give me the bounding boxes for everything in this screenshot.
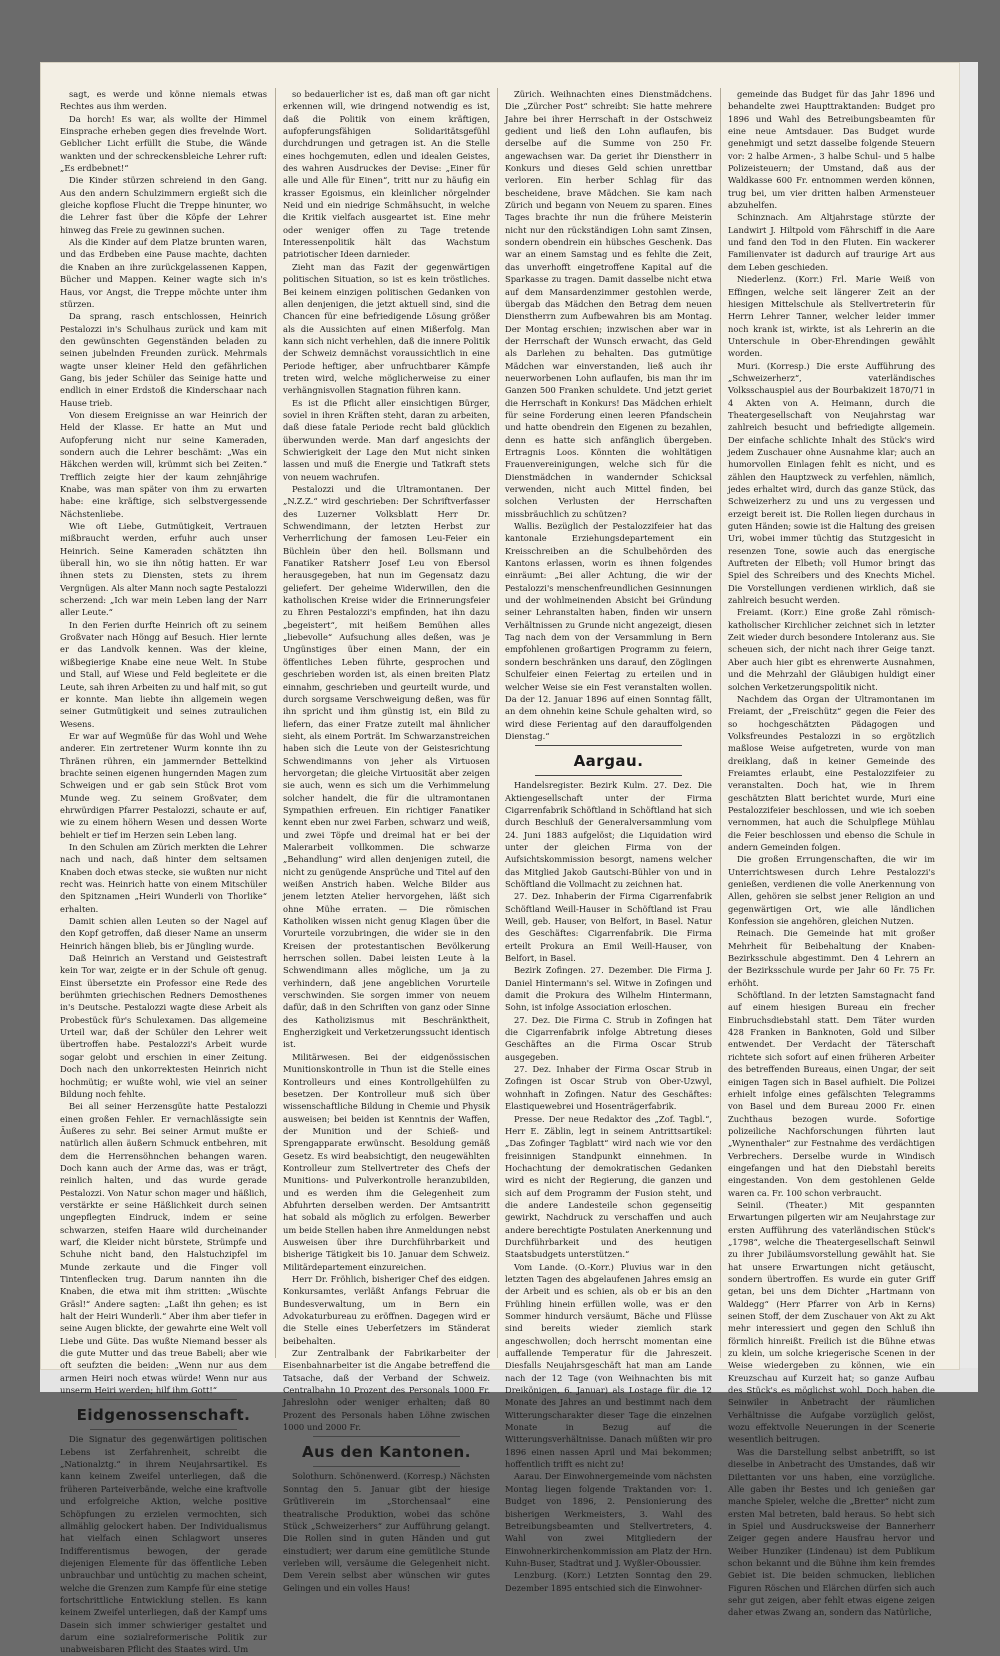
column-rule (720, 88, 721, 1358)
article-paragraph: Muri. (Korresp.) Die erste Aufführung des „Schweizerherz“, vaterländisches Volksschauspiel aus der Bourbakizeit 1870/71 in 4 Akten von A. Heimann, durch die Theatergesellschaft von Neujahrstag war zahlreich besucht und befriedigte allgemein. Der einfache schlichte Inhalt des Stück's wird jedem Zuschauer ohne Ausnahme klar; auch an humorvollen Einlagen fehlt es nicht, und es zählen den Hauptzweck zu verfehlen, nämlich, jedes erhaltet wird, durch das ganze Stück, das Schweizerherz zu und uns zu vergessen und erzeigt bereit ist. Die Rollen liegen durchaus in guten Händen; sowie ist die Haltung des greisen Uri, wobei immer tüchtig das Stutzgesicht in resenzen Tone, sowie auch das energische Auftreten der Elbeth; voll Humor bringt das Spiel des Schreibers und des Knechts Michel. Die Vorstellungen verdienen wirklich, daß sie zahlreich besucht werden. (728, 360, 935, 606)
section-rule (313, 1436, 460, 1437)
article-paragraph: Daß Heinrich an Verstand und Geistestraft kein Tor war, zeigte er in der Schule oft genug. Einst übersetzte ein Professor eine Rede des berühmten griechischen Redners Demosthenes in's Deutsche. Pestalozzi wagte diese Arbeit als Probestück für's Schulexamen. Das allgemeine Urteil war, daß der Schüler den Lehrer weit übertroffen habe. Pestalozzi's Arbeit wurde sogar gelobt und erschien in einer Zeitung. Doch nach den unkorrektesten Heinrich nicht hochmütig; er wußte wohl, wie viel an seiner Bildung noch fehlte. (60, 953, 267, 1099)
article-paragraph: Damit schien allen Leuten so der Nagel auf den Kopf getroffen, daß dieser Name an unserm Heinrich hängen blieb, bis er Jüngling wurde. (60, 916, 267, 951)
article-paragraph: so bedauerlicher ist es, daß man oft gar nicht erkennen will, wie dringend notwendig es ist, daß die Politik von einem kräftigen, aufopferungsfähigen Solidaritätsgefühl durchdrungen und getragen ist. An die Stelle eines hochgemuten, edlen und idealen Geistes, des wahren Ausdruckes der Devise: „Einer für alle und Alle für Einen“, tritt nur zu häufig ein krasser Egoismus, ein kleinlicher nörgelnder Neid und ein niedrige Schmähsucht, in welche die Kritik vielfach ausgeartet ist. Eine mehr oder weniger offen zu Tage tretende Interessenpolitik hält das Wachstum patriotischer Ideen darnieder. (283, 89, 490, 260)
column-rule (275, 88, 276, 1358)
column-3 (505, 88, 712, 1593)
section-rule (90, 1399, 237, 1400)
article-paragraph: Pestalozzi und die Ultramontanen. Der „N.Z.Z.“ wird geschrieben: Der Schriftverfasser des Luzerner Volksblatt Herr Dr. Schwendimann, der letzten Herbst zur Verherrlichung der famosen Leu-Feier ein Büchlein über den heil. Bollsmann und Fanatiker Ratsherr Josef Leu von Ebersol herausgegeben, hat nun im Gegensatz dazu geliefert. Der geheime Widerwillen, den die katholischen Kreise wider die Erinnerungsfeier zu Ehren Pestalozzi's empfinden, hat ihn dazu „begeistert“, mit heißem Bemühen alles „liebevolle“ Aufsuchung alles deßen, was je Ungünstiges über einen Mann, der ein öffentliches Leben führte, gesprochen und geschrieben worden ist, als einen breiten Platz einnahm, geschrieben und geurteilt wurde, und durch sorgsame Verschweigung deßen, was für ihn spricht und ihm günstig ist, ein Bild zu liefern, das einer Fratze zuteilt mal ähnlicher sieht, als einem Porträt. Im Schwarzanstreichen haben sich die Leute von der Geistesrichtung Schwendimanns von jeher als Virtuosen hervorgetan; die gleiche Virtuosität aber zeigen sie auch, wenn es sich um die Verhimmelung solcher handelt, die für die ultramontanen Sympathien erfreuen. Ein richtiger Fanatiker kennt eben nur zwei Farben, schwarz und weiß, und zwei Töpfe und dreimal hat er bei der Malerarbeit vollkommen. Die schwarze „Behandlung“ wird allen denjenigen zuteil, die nicht zu genügende Ansprüche und Titel auf den weißen Anstrich haben. Welche Bilder aus jenem letzten Atelier hervorgehen, läßt sich ohne Mühe erraten. — Die römischen Katholiken wissen nicht genug Klagen über die Vorurteile vorzubringen, die wider sie in den Kreisen der protestantischen Bevölkerung herrschen sollen. Dabei leisten Leute à la Schwendimann alles mögliche, um ja zu verhindern, daß jene angeblichen Vorurteile verschwinden. Sie sorgen immer von neuem dafür, daß in den Schriften von ganz oder Sinne des Katholizismus mit Beschränktheit, Engherzigkeit und Verketzerungssucht identisch ist. (283, 484, 490, 1050)
article-paragraph: Presse. Der neue Redaktor des „Zof. Tagbl.“, Herr E. Zäblin, legt in seinem Antrittsartikel: „Das Zofinger Tagblatt“ wird nach wie vor den freisinnigen Standpunkt einnehmen. In Hochachtung der demokratischen Gedanken wird es nicht der Regierung, die ganzen und sich auf dem Programm der Fusion steht, und die andere Landesteile schon gegenseitig gewirkt, Nachdruck zu verschaffen und auch andere berechtigte Postulaten Anerkennung und Durchführbarkeit und des heutigen Staatsbudgets unterstützen.“ (505, 1113, 712, 1260)
article-paragraph: Wie oft Liebe, Gutmütigkeit, Vertrauen mißbraucht werden, erfuhr auch unser Heinrich. Seine Kameraden schätzten ihn überall hin, wo sie ihn nötig hatten. Er war ihnen stets zu Diensten, stets zu ihrem Vergnügen. Als alter Mann noch sagte Pestalozzi scherzend: „Ich war mein Leben lang der Narr aller Leute.“ (60, 521, 267, 618)
article-paragraph: Die Signatur des gegenwärtigen politischen Lebens ist Zerfahrenheit, schreibt die „Nationalztg.“ in ihrem Neujahrsartikel. Es kann keinem Zweifel unterliegen, daß die früheren Parteiverbände, welche eine kraftvolle und erfolgreiche Aktion, welche positive Schöpfungen zu erzielen vermochten, sich allmählig gelockert haben. Der Individualismus hat vielfach einen Schlagwort unseres Indifferentismus bewogen, der gerade diejenigen Elemente für das öffentliche Leben unbrauchbar und untüchtig zu machen scheint, welche die Grenzen zum Kampfe für eine stetige fortschrittliche Entwicklung stellen. Es kann keinem Zweifel unterliegen, daß der Kampf ums Dasein sich immer schwieriger gestaltet und darum eine sozialreformerische Politik zur unabweisbaren Pflicht des Staates wird. Um (60, 1434, 267, 1655)
article-paragraph: 27. Dez. Inhaberin der Firma Cigarrenfabrik Schöftland Weill-Hauser in Schöftland ist Frau Weill, geb. Hauser, von Belfort, in Basel. Natur des Geschäftes: Cigarrenfabrik. Die Firma erteilt Prokura an Emil Weill-Hauser, von Belfort, in Basel. (505, 891, 712, 964)
article-paragraph: Schinznach. Am Altjahrstage stürzte der Landwirt J. Hiltpold vom Fährschiff in die Aare und fand den Tod in den Fluten. Ein wackerer Familienvater ist dadurch auf traurige Art aus dem Leben geschieden. (728, 212, 935, 272)
section-heading-kantonen: Aus den Kantonen. (302, 1443, 471, 1462)
article-paragraph: Was die Darstellung selbst anbetrifft, so ist dieselbe in Anbetracht des Umstandes, daß wir Dilettanten vor uns haben, eine vorzügliche. Alle gaben ihr Bestes und ich genießen gar manche Spieler, welche die „Bretter“ nicht zum ersten Mal betreten, bald heraus. So hebt sich in Spiel und Ausdrucksweise der Bannerherr Zeiger gegen andere Hausfrau hervor und Weiber Hunziker (Lindenau) ist dem Publikum schon bekannt und die Bühne ihm kein fremdes Gebiet ist. Die beiden schmucken, lieblichen Figuren Röschen und Elärchen dürfen sich auch sehr gut zeigen, aber fehlt etwas eigene zeigen daher etwas Zwang an, sondern das Natürliche, (728, 1446, 935, 1618)
article-paragraph: Zürich. Weihnachten eines Dienstmädchens. Die „Zürcher Post“ schreibt: Sie hatte mehrere Jahre bei ihrer Herrschaft in der Ostschweiz gedient und ließ den Lohn auflaufen, bis derselbe auf die Summe von 250 Fr. angewachsen war. Da geriet ihr Dienstherr in Konkurs und dieses Geld schien unrettbar verloren. Ein herber Schlag für das bescheidene, brave Mädchen. Sie kam nach Zürich und begann von Neuem zu sparen. Eines Tages brachte ihr nun die frühere Meisterin nicht nur den rückständigen Lohn samt Zinsen, sondern obendrein ein hübsches Geschenk. Das war an einem Samstag und es fehlte die Zeit, das unverhofft eingetroffene Kapital auf die Sparkasse zu tragen. Damit dasselbe nicht etwa auf dem Mansardenzimmer gestohlen werde, übergab das Mädchen den Betrag dem neuen Dienstherrn zum Aufbewahren bis am Montag. Der Montag erschien; inzwischen aber war in der Herrschaft der Wunsch erwacht, das Geld als Darlehen zu behalten. Das gutmütige Mädchen war einverstanden, ließ auch ihr neuerworbenen Lohn auflaufen, bis man ihr im Ganzen 500 Franken schuldete. Und jetzt geriet die Herrschaft in Konkurs! Das Mädchen erhielt für seine Forderung einen leeren Pfandschein und hatte obendrein den Eigenen zu bezahlen, denn es hatte sich anfänglich übergeben. Ertragnis Loos. Könnten die wohltätigen Frauenvereinigungen, welche sich für die Dienstmädchen in wandernder Schicksal verwenden, nicht auch Mittel finden, bei solchen Verlusten der Herrschaften missbräuchlich zu schützen? (505, 89, 712, 519)
article-paragraph: Es ist die Pflicht aller einsichtigen Bürger, soviel in ihren Kräften steht, daran zu arbeiten, daß diese fatale Periode recht bald glücklich überwunden werde. Man darf angesichts der Schwierigkeit der Lage den Mut nicht sinken lassen und muß die Energie und Tatkraft stets von neuem wachrufen. (283, 397, 490, 482)
article-paragraph: Handelsregister. Bezirk Kulm. 27. Dez. Die Aktiengesellschaft unter der Firma Cigarrenfabrik Schöftland in Schöftland hat sich durch Beschluß der Generalversammlung vom 24. Juni 1883 aufgelöst; die Liquidation wird unter der gleichen Firma von der Aufsichtskommission besorgt, namens welcher das Mitglied Jakob Gautschi-Bühler von und in Schöftland die Vollmacht zu zeichnen hat. (505, 780, 712, 889)
section-rule (535, 745, 682, 746)
article-paragraph: 27. Dez. Die Firma C. Strub in Zofingen hat die Cigarrenfabrik infolge Abtretung dieses Geschäftes an die Firma Oscar Strub ausgegeben. (505, 1014, 712, 1062)
column-1 (60, 88, 267, 1655)
column-2 (283, 88, 490, 1593)
article-paragraph: In den Schulen am Zürich merkten die Lehrer nach und nach, daß hinter dem seltsamen Knaben doch etwas stecke, sie wußten nur nicht recht was. Heinrich hatte von einem Mitschüler den Spitznamen „Heiri Wunderli von Thorlike“ erhalten. (60, 841, 267, 914)
article-paragraph: Schöftland. In der letzten Samstagnacht fand auf einem hiesigen Bureau ein frecher Einbruchsdiebstahl statt. Dem Täter wurden 428 Franken in Banknoten, Gold und Silber entwendet. Der Verdacht der Täterschaft richtete sich sofort auf einen früheren Arbeiter des betreffenden Bureaus, einen Ungar, der seit einigen Tagen sich in Basel aufhielt. Die Polizei erhielt infolge eines gefälschten Telegramms von Basel und dem Bureau 2000 Fr. einen Zuchthaus bezogen wurde. Sofortige polizeiliche Nachforschungen führten laut „Wynenthaler“ zur Festnahme des verdächtigen Verbrechers. Derselbe wurde in Windisch eingefangen und hat den Diebstahl bereits eingestanden. Von dem gestohlenen Gelde waren ca. Fr. 100 schon verbraucht. (728, 990, 935, 1198)
article-paragraph: Reinach. Die Gemeinde hat mit großer Mehrheit für Beibehaltung der Knaben-Bezirksschule abgestimmt. Den 4 Lehrern an der Bezirksschule wurde per Jahr 60 Fr. 75 Fr. erhöht. (728, 928, 935, 988)
article-paragraph: gemeinde das Budget für das Jahr 1896 und behandelte zwei Haupttraktanden: Budget pro 1896 und Wahl des Betreibungsbeamten für eine neue Amtsdauer. Das Budget wurde genehmigt und setzt dasselbe folgende Steuern vor: 2 halbe Armen-, 3 halbe Schul- und 5 halbe Polizeisteuern; der Umstand, daß aus der Waldkasse 600 Fr. entnommen werden können, trug bei, um vier dritten halben Armensteuer abzuhelfen. (728, 89, 935, 211)
article-paragraph: Die großen Errungenschaften, die wir im Unterrichtswesen durch Lehre Pestalozzi's genießen, verdienen die volle Anerkennung von Allen, gehören sie selbst jener Religion an und gegenwärtigen Ort, wie alle ländlichen Konfession sie angehören, gleichen Nutzen. (728, 854, 935, 927)
article-paragraph: sagt, es werde und könne niemals etwas Rechtes aus ihm werden. (60, 89, 267, 112)
article-paragraph: Zur Zentralbank der Fabrikarbeiter der Eisenbahnarbeiter ist die Angabe betreffend die Tatsache, daß der Verband der Schweiz. Centralbahn 10 Prozent des Personals 1000 Fr. Jahreslohn oder weniger erhalten; daß 80 Prozent des Personals haben Löhne zwischen 1000 und 2000 Fr. (283, 1348, 490, 1433)
section-rule (535, 775, 682, 776)
article-paragraph: Die Kinder stürzen schreiend in den Gang. Aus den andern Schulzimmern ergießt sich die gleiche kopflose Flucht die Treppe hinunter, wo die Lehrer fast über die Köpfe der Lehrer hinweg das Freie zu gewinnen suchen. (60, 175, 267, 235)
section-rule (313, 1466, 460, 1467)
column-4 (728, 88, 935, 1618)
article-paragraph: Solothurn. Schönenwerd. (Korresp.) Nächsten Sonntag den 5. Januar gibt der hiesige Grütliverein im „Storchensaal“ eine theatralische Produktion, wobei das schöne Stück „Schweizerhers“ zur Aufführung gelangt. Die Rollen sind in guten Händen und gut einstudiert; wer darum eine gemütliche Stunde verleben will, versäume die Gelegenheit nicht. Dem Verein selbst aber wünschen wir gutes Gelingen und ein volles Haus! (283, 1471, 490, 1593)
article-paragraph: Militärwesen. Bei der eidgenössischen Munitionskontrolle in Thun ist die Stelle eines Kontrolleurs und eines Kontrollgehülfen zu besetzen. Der Kontrolleur muß sich über wissenschaftliche Bildung in Chemie und Physik ausweisen; bei beiden ist Kenntnis der Waffen, der Munition und der Schieß- und Sprengapparate erwünscht. Besoldung gemäß Gesetz. Es wird beabsichtigt, den neugewählten Kontrolleur zum Stellvertreter des Chefs der Munitions- und Pulverkontrolle heranzubilden, und es werden ihm die Gelegenheit zum Abfuhrten derselben werden. Der Amtsantritt hat sobald als möglich zu erfolgen. Bewerber um beide Stellen haben ihre Anmeldungen nebst Ausweisen über ihre Durchführbarkeit und bisherige Tätigkeit bis 10. Januar dem Schweiz. Militärdepartement einzureichen. (283, 1051, 490, 1272)
section-heading-aargau: Aargau. (573, 752, 644, 771)
article-paragraph: 27. Dez. Inhaber der Firma Oscar Strub in Zofingen ist Oscar Strub von Ober-Uzwyl, wohnhaft in Zofingen. Natur des Geschäftes: Elastiquewebrei und Hosenträgerfabrik. (505, 1064, 712, 1112)
column-rule (497, 88, 498, 1358)
article-paragraph: Wallis. Bezüglich der Pestalozzifeier hat das kantonale Erziehungsdepartement ein Kreisschreiben an die Schulbehörden des Kantons erlassen, worin es ihnen folgendes einräumt: „Bei aller Achtung, die wir der Pestalozzi's menschenfreundlichen Gesinnungen und der wohlmeinenden Absicht bei Gründung seiner Lehranstalten haben, finden wir unsern Verhältnissen zu Grunde nicht angezeigt, diesen Tag nach dem von der Versammlung in Bern empfohlenen großartigen Programm zu feiern, sondern beschränken uns darauf, den Zöglingen Schulfeier einen Feiertag zu erteilen und in welcher Weise sie ein Fest veranstalten wollen. Da der 12. Januar 1896 auf einen Sonntag fällt, an dem ohnehin keine Schule gehalten wird, so wird diese Ferientag auf den darauffolgenden Dienstag.“ (505, 521, 712, 741)
article-paragraph: In den Ferien durfte Heinrich oft zu seinem Großvater nach Höngg auf Besuch. Hier lernte er das Landvolk kennen. Was der kleine, wißbegierige Knabe eine neue Welt. In Stube und Stall, auf Wiese und Feld begleitete er die Leute, sah ihren Arbeiten zu und half mit, so gut er konnte. Man liebte ihn allgemein wegen seiner Gutmütigkeit und seines zutraulichen Wesens. (60, 619, 267, 729)
article-paragraph: Zieht man das Fazit der gegenwärtigen politischen Situation, so ist es kein tröstliches. Bei keinem einzigen politischen Gedanken von allen denjenigen, die jetzt aktuell sind, sind die Chancen für eine befriedigende Lösung größer als die Aussichten auf einen Mißerfolg. Man kann sich nicht verhehlen, daß die innere Politik der Schweiz demnächst voraussichtlich in eine Periode heftiger, aber unfruchtbarer Kämpfe treten wird, welche möglicherweise zu einer verhängnisvollen Stagnation führen kann. (283, 261, 490, 396)
article-paragraph: Er war auf Wegmüße für das Wohl und Wehe anderer. Ein zertretener Wurm konnte ihn zu Thränen rühren, ein jammernder Bettelkind brachte seinen eigenen hungernden Magen zum Schweigen und er gab sein Stück Brot vom Munde weg. Zu seinem Großvater, dem ehrwürdigen Pfarrer Pestalozzi, schaute er auf, wie zu einem höhern Wesen und dessen Worte behielt er tief im Herzen sein Leben lang. (60, 730, 267, 840)
section-rule (90, 1429, 237, 1430)
article-paragraph: Vom Lande. (O.-Korr.) Pluvius war in den letzten Tagen des abgelaufenen Jahres emsig an der Arbeit und es schien, als ob er bis an den Frühling hinein erfüllen wolle, was er den Sommer hindurch versäumt, Bäche und Flüsse sind bereits wieder ziemlich stark angeschwollen; doch herrscht momentan eine auffallende Temperatur für die Jahreszeit. Diesfalls Neujahrsgeschäft hat man am Lande nach der 12 Tage (von Weihnachten bis mit Dreikönigen, 6. Januar) als Lostage für die 12 Monate des Jahres an und bestimmt nach dem Witterungscharakter dieser Tage die einzelnen Monate in Bezug auf die Witterungsverhältnisse. Danach müßten wir pro 1896 einen nassen April und Mai bekommen; hoffentlich trifft es nicht zu! (505, 1261, 712, 1470)
article-paragraph: Aarau. Der Einwohnergemeinde vom nächsten Montag liegen folgende Traktanden vor: 1. Budget von 1896, 2. Pensionierung des bisherigen Werkmeisters, 3. Wahl des Betreibungsbeamten und Stellvertreters, 4. Wahl von zwei Mitgliedern der Einwohnerkirchenkommission am Platz der Hrn. Kuhn-Buser, Stadtrat und J. Wyßler-Oboussier. (505, 1471, 712, 1568)
article-paragraph: Seinil. (Theater.) Mit gespannten Erwartungen pilgerten wir am Neujahrstage zur ersten Aufführung des vaterländischen Stück's „1798“, welche die Theatergesellschaft Seinwil zu ihrer Jubiläumsvorstellung gewählt hat. Sie hat unsere Erwartungen nicht getäuscht, sondern übertroffen. Es wurde ein guter Griff getan, bei uns dem Dichter „Hartmann von Waldegg“ (Herr Pfarrer von Arb in Kerns) seinen Stoff, der dem Zuschauer von Akt zu Akt mehr interessiert und gegen den Schluß ihn förmlich hinreißt. Freilich ist die Bühne etwas zu klein, um solche kriegerische Scenen in der Weise wiedergeben zu können, wie ein Kreuzschau auf Kurzeit hat; so ganze Aufbau des Stück's es möglichst wohl. Doch haben die Seinwiler in Anbetracht der räumlichen Verhältnisse die Aufgabe vorzüglich gelöst, wozu effektvolle Neuerungen in der Scenerie wesentlich beitrugen. (728, 1199, 935, 1445)
article-paragraph: Da horch! Es war, als wollte der Himmel Einsprache erheben gegen dies frevelnde Wort. Geblicher Licht erfüllt die Stube, die Wände wankten und der schreckensbleiche Lehrer ruft: „Es erdbebnet!“ (60, 113, 267, 174)
article-paragraph: Niederlenz. (Korr.) Frl. Marie Weiß von Effingen, welche seit längerer Zeit an der hiesigen Mittelschule als Stellvertreterin für Herrn Lehrer Tanner, welcher leider immer noch krank ist, wirkte, ist als Lehrerin an die Unterschule in Ober-Ehrendingen gewählt worden. (728, 274, 935, 359)
article-paragraph: Da sprang, rasch entschlossen, Heinrich Pestalozzi in's Schulhaus zurück und kam mit den gewünschten Gegenständen beladen zu seinen jubelnden Freunden zurück. Mehrmals wagte unser kleiner Held den gefährlichen Gang, bis jeder Schüler das Seinige hatte und endlich in einer Erdstoß die Kinderschaar nach Hause trieb. (60, 311, 267, 408)
article-paragraph: Nachdem das Organ der Ultramontanen im Freiamt, der „Freischütz“ gegen die Feier des so hochgeschätzten Pädagogen und Volksfreundes Pestalozzi in so ergötzlich maßlose Weise aufgetreten, wurde von man dreiklang, daß in keiner Gemeinde des Freiamtes erlaubt, eine Pestalozzifeier zu veranstalten. Doch hat, wie in Ihrem geschätzten Blatt berichtet wurde, Muri eine Pestalozzifeier beschlossen, und wie ich soeben vernommen, hat auch die Schulpflege Mühlau die Feier beschlossen und ebenso die Schule in andern Gemeinden folgen. (728, 693, 935, 852)
article-paragraph: Herr Dr. Fröhlich, bisheriger Chef des eidgen. Konkursamtes, verläßt Anfangs Februar die Bundesverwaltung, um in Bern ein Advokaturbureau zu eröffnen. Dagegen wird er die Stelle eines Ueberſetzers im Ständerat beibehalten. (283, 1274, 490, 1346)
article-paragraph: Lenzburg. (Korr.) Letzten Sonntag den 29. Dezember 1895 entschied sich die Einwohner- (505, 1570, 712, 1593)
article-paragraph: Als die Kinder auf dem Platze brunten waren, und das Erdbeben eine Pause machte, dachten die Knaben an ihre zurückgelassenen Kappen, Bücher und Mappen. Keiner wagte sich in's Haus, vor Angst, die Treppe möchte unter ihm stürzen. (60, 237, 267, 309)
article-paragraph: Bei all seiner Herzensgüte hatte Pestalozzi einen großen Fehler. Er vernachlässigte sein Äußeres zu sehr. Bei seiner Armut mußte er natürlich allen äußern Schmuck entbehren, mit dem die Herrensöhnchen behangen waren. Doch kann auch der Arme das, was er trägt, reinlich halten, und das wurde gerade Pestalozzi. Von Natur schon mager und häßlich, verstärkte er seine Häßlichkeit durch seinen ungepflegten Eindruck, indem er seine schwarzen, steifen Haare wild durcheinander warf, die Kleider nicht bürstete, Strümpfe und Schuhe nicht band, den Halstuchzipfel im Munde zerkaute und die Finger voll Tintenflecken trug. Darum nannten ihn die Knaben, die etwa mit ihm stritten: „Wüschte Gräsl!“ Andere sagten: „Laßt ihn gehen; es ist halt der Heiri Wunderli.“ Aber ihm aber tiefer in seine Augen blickte, der gewahrte eine Welt voll Liebe und Güte. Das wußte Niemand besser als die gute Mutter und das treue Babeli; aber wie oft seufzten die beiden: „Wenn nur aus dem armen Heiri noch etwas würde! Wenn nur aus unserm Heiri werden; hilf ihm Gott!“ (60, 1101, 267, 1396)
article-paragraph: Bezirk Zofingen. 27. Dezember. Die Firma J. Daniel Hintermann's sel. Witwe in Zofingen und damit die Prokura des Wilhelm Hintermann, Sohn, ist infolge Association erloschen. (505, 965, 712, 1013)
article-paragraph: Freiamt. (Korr.) Eine große Zahl römisch-katholischer Kirchlicher zeichnet sich in letzter Zeit wieder durch besondere Intoleranz aus. Sie scheuen sich, der nicht nach ihrer Geige tanzt. Aber auch hier gibt es ehrenwerte Ausnahmen, und die Mehrzahl der Gläubigen huldigt einer solchen Verketzerungspolitik nicht. (728, 607, 935, 692)
article-paragraph: Von diesem Ereignisse an war Heinrich der Held der Klasse. Er hatte an Mut und Aufopferung nicht nur seine Kameraden, sondern auch die Lehrer beschämt: „Was ein Häkchen werden will, krümmt sich bei Zeiten.“ Trefflich zeigte hier der kaum zehnjährige Knabe, was man später von ihm zu erwarten habe: eine kräftige, sich selbstvergessende Nächstenliebe. (60, 409, 267, 519)
section-heading-eidgenossenschaft: Eidgenossenschaft. (76, 1406, 251, 1425)
